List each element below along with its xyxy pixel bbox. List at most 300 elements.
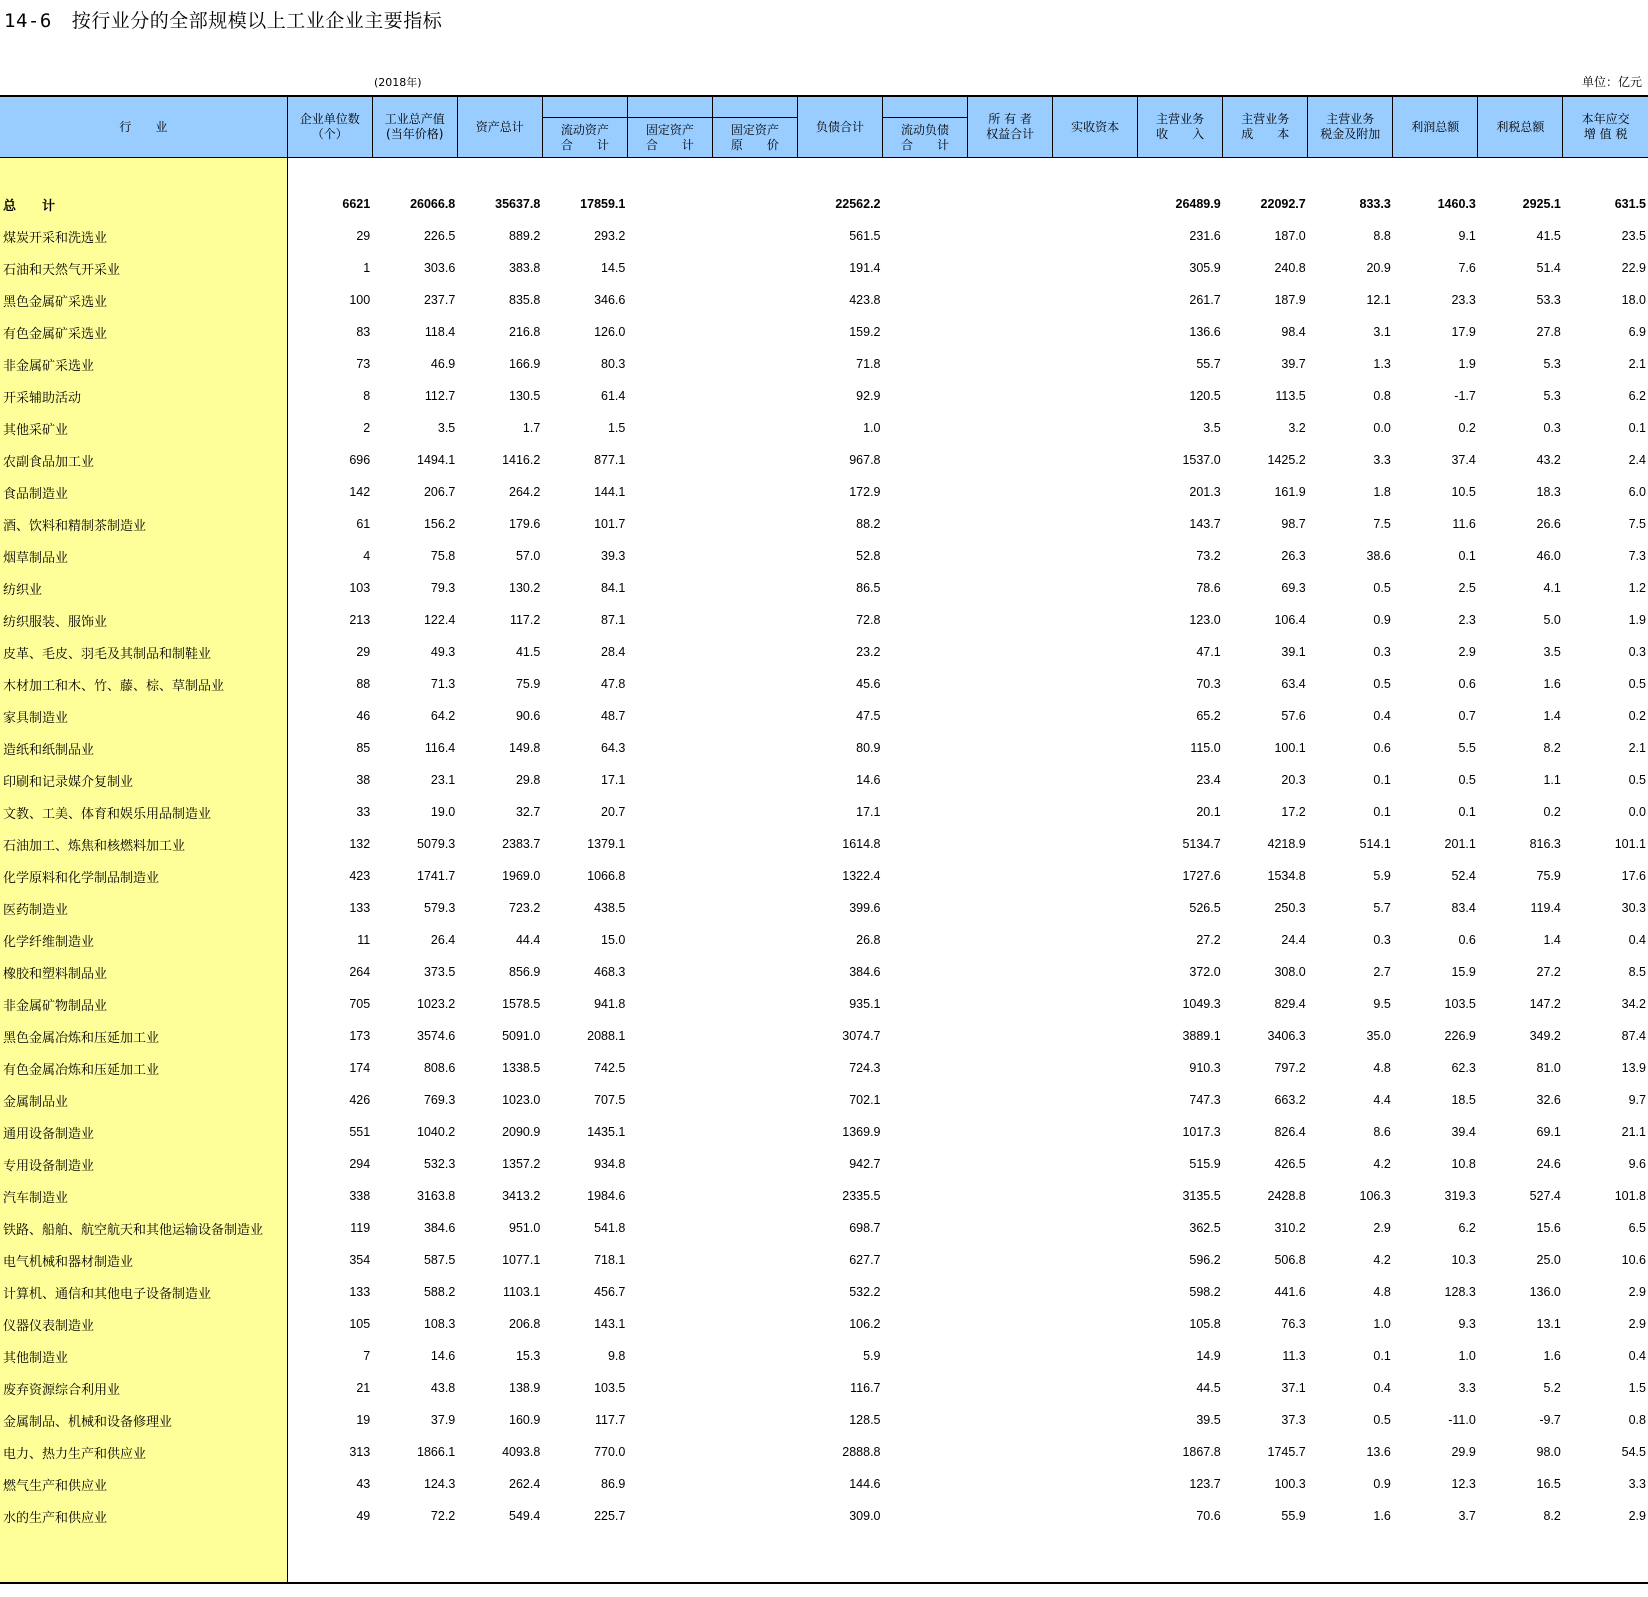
table-cell [968, 1468, 1053, 1500]
table-cell: 5091.0 [502, 1029, 541, 1043]
table-cell: 123.0 [1189, 613, 1221, 627]
column-header: 主营业务 成 本 [1223, 96, 1308, 158]
table-cell: 5.7 [1373, 901, 1391, 915]
table-row [0, 572, 1648, 604]
table-cell: 201.3 [1189, 485, 1221, 499]
table-cell [627, 1276, 712, 1308]
table-cell: 143.1 [594, 1317, 626, 1331]
table-cell [1053, 1148, 1138, 1180]
table-row [0, 860, 1648, 892]
table-cell: 941.8 [594, 997, 626, 1011]
table-cell: 83 [356, 325, 371, 339]
table-cell [1053, 700, 1138, 732]
table-cell [712, 1372, 797, 1404]
table-cell: 206.7 [423, 485, 456, 499]
table-cell [883, 476, 968, 508]
table-cell: 3.5 [1543, 645, 1561, 659]
table-cell: 26066.8 [410, 197, 456, 211]
table-row [0, 508, 1648, 540]
table-cell [1053, 1468, 1138, 1500]
table-cell [1563, 158, 1648, 189]
table-cell: 201.1 [1444, 837, 1476, 851]
table-cell: 308.0 [1274, 965, 1306, 979]
table-cell: 1077.1 [502, 1253, 541, 1267]
table-cell: 856.9 [509, 965, 541, 979]
table-cell: 526.5 [1189, 901, 1221, 915]
table-cell [1053, 252, 1138, 284]
table-cell: 808.6 [423, 1061, 456, 1075]
table-cell [542, 1532, 627, 1583]
table-cell: 2 [363, 421, 371, 435]
industry-name: 纺织服装、服饰业 [0, 604, 287, 636]
table-cell: 98.0 [1536, 1445, 1561, 1459]
table-cell [457, 158, 542, 189]
table-cell [883, 604, 968, 636]
table-cell: 5.5 [1458, 741, 1476, 755]
table-cell [883, 540, 968, 572]
table-cell: 88.2 [856, 517, 881, 531]
industry-name: 非金属矿物制品业 [0, 988, 287, 1020]
table-cell [797, 158, 882, 189]
table-cell: 4.1 [1543, 581, 1561, 595]
table-cell [627, 1052, 712, 1084]
table-cell: 2888.8 [842, 1445, 881, 1459]
table-cell [968, 1212, 1053, 1244]
table-cell: 17859.1 [580, 197, 626, 211]
table-cell [883, 444, 968, 476]
industry-name: 有色金属矿采选业 [0, 316, 287, 348]
table-cell: 5.0 [1543, 613, 1561, 627]
table-cell [883, 572, 968, 604]
table-row [0, 1276, 1648, 1308]
table-cell: 44.4 [515, 933, 541, 947]
table-cell [1053, 1436, 1138, 1468]
table-cell: 20.3 [1281, 773, 1306, 787]
table-cell: 310.2 [1274, 1221, 1306, 1235]
table-row [0, 1084, 1648, 1116]
column-header [712, 96, 797, 158]
table-cell: 3406.3 [1267, 1029, 1306, 1043]
table-cell: 532.2 [849, 1285, 881, 1299]
table-cell: 2925.1 [1522, 197, 1561, 211]
table-cell [883, 1116, 968, 1148]
table-cell: 30.3 [1621, 901, 1646, 915]
table-cell: 338 [349, 1189, 371, 1203]
table-cell: 2.9 [1458, 645, 1476, 659]
table-cell: 24.6 [1536, 1157, 1561, 1171]
table-cell [883, 700, 968, 732]
table-cell [1053, 348, 1138, 380]
table-cell: 3574.6 [417, 1029, 456, 1043]
table-cell [883, 988, 968, 1020]
table-cell: 136.0 [1529, 1285, 1561, 1299]
table-cell [883, 1180, 968, 1212]
table-cell: 8.6 [1373, 1125, 1391, 1139]
table-cell: 43 [356, 1477, 371, 1491]
table-cell: 128.5 [849, 1413, 881, 1427]
table-cell: 15.0 [601, 933, 626, 947]
table-cell [968, 700, 1053, 732]
table-cell [968, 1084, 1053, 1116]
table-cell: 468.3 [594, 965, 626, 979]
table-cell: 724.3 [849, 1061, 881, 1075]
table-cell: 213 [349, 613, 371, 627]
table-cell: 3135.5 [1182, 1189, 1221, 1203]
column-header-label: 固定资产 原 价 [713, 117, 797, 157]
table-cell [712, 1084, 797, 1116]
table-cell [968, 892, 1053, 924]
table-cell: 17.1 [601, 773, 626, 787]
table-cell [712, 1404, 797, 1436]
table-cell: 17.6 [1621, 869, 1646, 883]
table-cell [1053, 1372, 1138, 1404]
table-cell: 303.6 [423, 261, 456, 275]
table-cell: 587.5 [423, 1253, 456, 1267]
table-cell [968, 158, 1053, 189]
table-cell [627, 380, 712, 412]
table-cell: 0.1 [1373, 773, 1391, 787]
table-cell: 1369.9 [842, 1125, 881, 1139]
table-cell: 0.1 [1373, 1349, 1391, 1363]
table-cell: 1.0 [1373, 1317, 1391, 1331]
table-cell [712, 988, 797, 1020]
table-cell [968, 796, 1053, 828]
table-cell: 1.5 [1628, 1381, 1646, 1395]
column-header: 本年应交 增 值 税 [1563, 96, 1648, 158]
table-cell: 72.2 [430, 1509, 456, 1523]
table-cell: 17.9 [1451, 325, 1476, 339]
table-cell: 138.9 [509, 1381, 541, 1395]
table-cell [627, 220, 712, 252]
table-cell: 833.3 [1359, 197, 1391, 211]
table-cell [883, 668, 968, 700]
table-cell [968, 988, 1053, 1020]
industry-name: 酒、饮料和精制茶制造业 [0, 508, 287, 540]
table-cell: 3.3 [1628, 1477, 1646, 1491]
table-cell [287, 158, 372, 189]
table-cell: 98.7 [1281, 517, 1306, 531]
table-cell [883, 1340, 968, 1372]
table-cell [712, 220, 797, 252]
table-cell: 19.0 [430, 805, 456, 819]
table-row [0, 316, 1648, 348]
table-cell: 5134.7 [1182, 837, 1221, 851]
table-cell [1053, 380, 1138, 412]
table-cell: 0.0 [1373, 421, 1391, 435]
table-cell [627, 284, 712, 316]
industry-name: 医药制造业 [0, 892, 287, 924]
table-cell: 2335.5 [842, 1189, 881, 1203]
table-cell: 173 [349, 1029, 371, 1043]
table-cell: 579.3 [423, 901, 456, 915]
table-cell: 707.5 [594, 1093, 626, 1107]
table-cell: 561.5 [849, 229, 881, 243]
table-cell [883, 380, 968, 412]
table-cell: 13.9 [1621, 1061, 1646, 1075]
table-cell: 14.5 [601, 261, 626, 275]
table-cell: 126.0 [594, 325, 626, 339]
table-cell: 0.1 [1458, 549, 1476, 563]
table-cell: 28.4 [601, 645, 626, 659]
table-cell: 515.9 [1189, 1157, 1221, 1171]
table-cell: 1049.3 [1182, 997, 1221, 1011]
table-cell [968, 956, 1053, 988]
table-cell: 0.8 [1628, 1413, 1646, 1427]
table-cell: 35637.8 [495, 197, 541, 211]
table-cell [1053, 1500, 1138, 1532]
table-cell [1053, 1244, 1138, 1276]
table-cell [712, 1308, 797, 1340]
table-row [0, 412, 1648, 444]
table-cell: 3074.7 [842, 1029, 881, 1043]
table-cell: 0.5 [1458, 773, 1476, 787]
table-title [4, 6, 442, 33]
table-cell: 11 [357, 933, 371, 947]
table-cell: 20.1 [1196, 805, 1221, 819]
table-row [0, 924, 1648, 956]
table-cell [627, 508, 712, 540]
table-cell: 44.5 [1196, 1381, 1221, 1395]
table-cell: 49 [356, 1509, 371, 1523]
table-cell [883, 860, 968, 892]
table-cell: 1357.2 [502, 1157, 541, 1171]
table-cell: 2428.8 [1267, 1189, 1306, 1203]
table-cell [627, 1020, 712, 1052]
table-cell: 1727.6 [1182, 869, 1221, 883]
table-cell: 423.8 [849, 293, 881, 307]
table-cell: 25.0 [1536, 1253, 1561, 1267]
table-row [0, 1148, 1648, 1180]
table-cell [1053, 604, 1138, 636]
table-cell: 133 [349, 901, 371, 915]
table-cell [627, 1436, 712, 1468]
table-cell: 4.2 [1373, 1253, 1391, 1267]
table-cell: 1066.8 [587, 869, 626, 883]
table-cell: 6.9 [1628, 325, 1646, 339]
table-cell: 24.4 [1281, 933, 1306, 947]
table-cell: 72.8 [856, 613, 881, 627]
table-cell: 532.3 [423, 1157, 456, 1171]
column-header: 工业总产值 (当年价格) [372, 96, 457, 158]
table-cell: 8 [363, 389, 371, 403]
table-cell: 73.2 [1196, 549, 1221, 563]
table-cell: 349.2 [1529, 1029, 1561, 1043]
table-cell [627, 892, 712, 924]
table-cell: 20.7 [601, 805, 626, 819]
table-cell: 136.6 [1189, 325, 1221, 339]
table-cell [968, 1116, 1053, 1148]
table-cell [712, 1116, 797, 1148]
table-row [0, 892, 1648, 924]
table-cell [1053, 764, 1138, 796]
table-cell: 21 [356, 1381, 371, 1395]
table-cell: 117.7 [595, 1413, 626, 1427]
table-row [0, 1340, 1648, 1372]
table-cell [968, 1308, 1053, 1340]
table-cell [1053, 1180, 1138, 1212]
table-cell: 38.6 [1366, 549, 1391, 563]
industry-name: 文教、工美、体育和娱乐用品制造业 [0, 796, 287, 828]
table-cell: 22562.2 [835, 197, 881, 211]
table-cell: 29 [356, 229, 371, 243]
table-cell: 39.3 [601, 549, 626, 563]
table-row [0, 348, 1648, 380]
table-cell [712, 252, 797, 284]
table-cell: 73 [356, 357, 371, 371]
table-cell: 631.5 [1614, 197, 1646, 211]
table-cell: 4093.8 [502, 1445, 541, 1459]
industry-name: 橡胶和塑料制品业 [0, 956, 287, 988]
table-cell: 423 [349, 869, 371, 883]
table-cell [968, 380, 1053, 412]
table-title-text: 按行业分的全部规模以上工业企业主要指标 [71, 10, 443, 32]
table-cell: 12.1 [1366, 293, 1391, 307]
table-cell [968, 284, 1053, 316]
table-cell [712, 1340, 797, 1372]
table-cell: 313 [349, 1445, 371, 1459]
table-cell [968, 1276, 1053, 1308]
table-row [0, 1020, 1648, 1052]
table-cell [1138, 1532, 1223, 1583]
table-cell [883, 1212, 968, 1244]
table-cell [968, 1148, 1053, 1180]
table-cell [883, 158, 968, 189]
table-cell [968, 316, 1053, 348]
table-cell: 143.7 [1189, 517, 1221, 531]
table-cell: 70.6 [1196, 1509, 1221, 1523]
table-row [0, 828, 1648, 860]
table-row [0, 476, 1648, 508]
table-cell: 106.2 [849, 1317, 881, 1331]
table-cell: 294 [349, 1157, 371, 1171]
table-row [0, 764, 1648, 796]
table-cell [627, 860, 712, 892]
table-cell [712, 1180, 797, 1212]
table-cell [627, 444, 712, 476]
table-cell: 103 [349, 581, 371, 595]
table-cell: 1.6 [1543, 1349, 1561, 1363]
table-cell: 1 [363, 261, 371, 275]
table-cell: 383.8 [509, 261, 541, 275]
table-cell: 7.3 [1628, 549, 1646, 563]
table-cell [883, 1020, 968, 1052]
industry-name: 金属制品业 [0, 1084, 287, 1116]
table-cell [968, 828, 1053, 860]
table-cell: 62.3 [1451, 1061, 1476, 1075]
table-cell [627, 764, 712, 796]
table-cell: 1.1 [1543, 773, 1561, 787]
table-cell [712, 956, 797, 988]
table-cell: 101.1 [1614, 837, 1646, 851]
table-cell: 46 [356, 709, 371, 723]
table-cell [627, 668, 712, 700]
table-cell [1053, 1276, 1138, 1308]
industry-name: 电气机械和器材制造业 [0, 1244, 287, 1276]
table-cell: 1460.3 [1437, 197, 1476, 211]
table-cell: 1614.8 [842, 837, 881, 851]
table-cell: 29.8 [515, 773, 541, 787]
table-cell [1478, 158, 1563, 189]
table-cell [1053, 1532, 1138, 1583]
table-cell: 0.1 [1458, 805, 1476, 819]
table-cell: 2.9 [1628, 1285, 1646, 1299]
table-cell: 123.7 [1189, 1477, 1221, 1491]
table-cell: 27.8 [1536, 325, 1561, 339]
table-cell: 75.9 [515, 677, 541, 691]
table-cell: 951.0 [509, 1221, 541, 1235]
table-cell [627, 252, 712, 284]
table-cell: 113.5 [1275, 389, 1306, 403]
table-cell [1053, 1404, 1138, 1436]
table-cell: 1322.4 [842, 869, 881, 883]
table-cell [627, 412, 712, 444]
table-cell: 426.5 [1274, 1157, 1306, 1171]
table-row [0, 1180, 1648, 1212]
table-cell [968, 188, 1053, 220]
table-cell: 4.2 [1373, 1157, 1391, 1171]
table-cell: 23.4 [1196, 773, 1221, 787]
table-cell: 187.0 [1274, 229, 1306, 243]
table-cell [627, 1404, 712, 1436]
table-cell [627, 796, 712, 828]
table-cell: -9.7 [1539, 1413, 1561, 1427]
table-cell: 293.2 [594, 229, 626, 243]
industry-name: 金属制品、机械和设备修理业 [0, 1404, 287, 1436]
table-cell: 0.5 [1373, 581, 1391, 595]
table-cell [1053, 1308, 1138, 1340]
table-cell: 0.0 [1628, 805, 1646, 819]
table-cell [1053, 158, 1138, 189]
table-cell: 1741.7 [417, 869, 456, 883]
table-cell [712, 380, 797, 412]
table-cell: 6.2 [1458, 1221, 1476, 1235]
table-cell: 7 [363, 1349, 371, 1363]
table-cell: 8.2 [1543, 1509, 1561, 1523]
table-cell: 49.3 [430, 645, 456, 659]
table-cell: 15.9 [1451, 965, 1476, 979]
table-row [0, 1404, 1648, 1436]
table-cell: 910.3 [1189, 1061, 1221, 1075]
table-row [0, 1372, 1648, 1404]
table-row [0, 732, 1648, 764]
industry-name: 皮革、毛皮、羽毛及其制品和制鞋业 [0, 636, 287, 668]
table-cell: 8.5 [1628, 965, 1646, 979]
table-cell [1053, 636, 1138, 668]
table-cell: 399.6 [849, 901, 881, 915]
table-cell: 86.5 [856, 581, 881, 595]
table-row [0, 636, 1648, 668]
table-row [0, 252, 1648, 284]
table-cell: 23.2 [856, 645, 881, 659]
industry-name: 通用设备制造业 [0, 1116, 287, 1148]
table-cell: 4218.9 [1267, 837, 1306, 851]
table-cell: 3.3 [1458, 1381, 1476, 1395]
table-cell: 1.8 [1373, 485, 1391, 499]
table-cell: 9.1 [1458, 229, 1476, 243]
table-cell [968, 1404, 1053, 1436]
industry-name: 煤炭开采和洗选业 [0, 220, 287, 252]
table-cell [627, 1084, 712, 1116]
industry-name: 纺织业 [0, 572, 287, 604]
table-cell: 384.6 [849, 965, 881, 979]
table-cell: 20.9 [1366, 261, 1391, 275]
table-cell: 17.1 [856, 805, 881, 819]
table-cell: 797.2 [1274, 1061, 1306, 1075]
table-cell: 206.8 [509, 1317, 541, 1331]
table-cell: 10.8 [1451, 1157, 1476, 1171]
table-cell: 61.4 [601, 389, 626, 403]
table-cell: 65.2 [1196, 709, 1221, 723]
